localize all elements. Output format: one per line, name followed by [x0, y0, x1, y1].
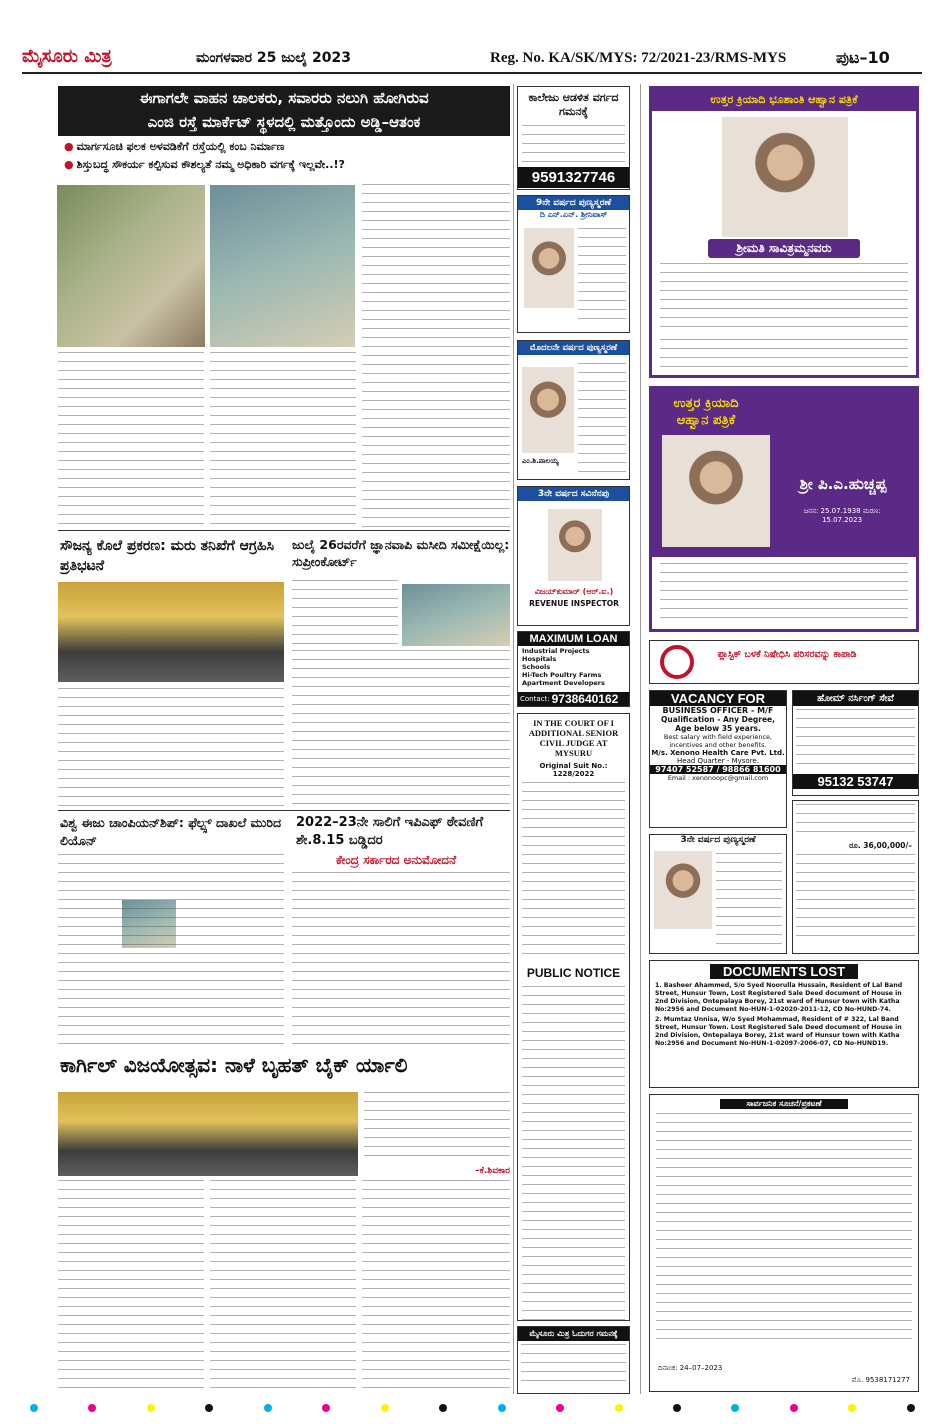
- vacancy-phone: 97407 52587 / 98866 81600: [650, 765, 786, 774]
- public-notice-phone: ಮೊ. 9538171277: [851, 1376, 910, 1384]
- lead-body-col1: [58, 352, 204, 527]
- issue-date: ಮಂಗಳವಾರ 25 ಜುಲೈ 2023: [196, 50, 351, 66]
- page-number: ಪುಟ–10: [836, 48, 890, 67]
- documents-lost-entry-1: 1. Basheer Ahammed, S/o Syed Noorulla Hussain, Resident of Lal Band Street, Hunsur Town, Lost Registered Sale Deed document of House in 2nd Division, Ontepalaya Borey, 21st ward of Hunsur town with Katha No:2956 and Document No-HUN-1-02020-2011-12, CD No-HUND-74.: [655, 982, 903, 1013]
- mitra-box-title: ಮೈಸೂರು ಮಿತ್ರ ಓದುಗರ ಗಮನಕ್ಕೆ: [518, 1327, 629, 1341]
- college-ad-title: ಕಾಲೇಜು ಆಡಳಿತ ವರ್ಗದ ಗಮನಕ್ಕೆ: [528, 91, 619, 118]
- anniv1-name: ಎಂ.ಶಿ.ಪಾಲಯ್ಯ: [522, 457, 559, 465]
- public-notice-kannada-title: ಸಾರ್ವಜನಿಕ ಸೂಚನೆ/ಪ್ರಕಟಣೆ: [720, 1099, 848, 1109]
- uttara1-footer: [660, 339, 908, 369]
- anniv9-name: ದಿ ಎನ್.ಎನ್. ಶ್ರೀನಿವಾಸ್: [539, 210, 608, 219]
- anniv3-title: 3ನೇ ವರ್ಷದ ಸವಿನೆನಪು: [518, 487, 629, 501]
- uttara1-title: ಉತ್ತರ ಕ್ರಿಯಾದಿ ಭೂಶಾಂತಿ ಆಹ್ವಾನ ಪತ್ರಿಕೆ: [652, 89, 916, 111]
- homenursing-body: [796, 709, 915, 771]
- lead-photo-1: [57, 185, 205, 347]
- loan-item: Industrial Projects: [522, 647, 590, 655]
- anniv3b-photo: [654, 851, 712, 929]
- column-rule: [513, 84, 514, 1394]
- anniv3-name: ವಿಜಯ್‌ಕುಮಾರ್ (ಆರ್.ಐ.): [534, 587, 614, 596]
- color-registration-marks: [30, 1404, 915, 1414]
- vacancy-qualification: Qualification - Any Degree,: [660, 715, 775, 724]
- story3-body: [58, 854, 284, 1044]
- loan-contact-label: Contact:: [520, 695, 550, 703]
- loan-ad-title: MAXIMUM LOAN: [518, 632, 629, 646]
- story2-title: ಜುಲೈ 26ರವರೆಗೆ ಜ್ಞಾನವಾಪಿ ಮಸೀದಿ ಸಮೀಕ್ಷೆಯಿಲ್ಲ: ಸುಪ್ರೀಂಕೋರ್ಟ್: [292, 537, 510, 569]
- anniv1-ad: [517, 340, 630, 480]
- uttara2-body: [660, 563, 908, 625]
- anniv9-text: [578, 228, 626, 324]
- story5-body-col1: [58, 1180, 204, 1390]
- anniv3-ad: [517, 486, 630, 626]
- mitra-box-body: [521, 1344, 626, 1384]
- lead-subheading-2: ● ಶಿಸ್ತುಬದ್ಧ ಸೌಕರ್ಯ ಕಲ್ಪಿಸುವ ಕೌಶಲ್ಯತೆ ನಮ್ಮ ಅಧಿಕಾರಿ ವರ್ಗಕ್ಕೆ ಇಲ್ಲವೇ..!?: [64, 158, 504, 172]
- loan-item: Apartment Developers: [522, 679, 605, 687]
- documents-lost-entry-2: 2. Mumtaz Unnisa, W/o Syed Mohammad, Resident of # 322, Lal Band Street, Hunsur Town. Lost Registered Sale Deed document of House in 2nd Division, Ontepalaya Borey, 21st ward of Hunsur town with Katha No:2956 and Document No-HUN-1-02097-2006-07, CD No-HUND19.: [655, 1016, 902, 1047]
- plastic-ad-text: ಪ್ಲಾಸ್ಟಿಕ್ ಬಳಕೆ ನಿಷೇಧಿಸಿ ಪರಿಸರವನ್ನು ಕಾಪಾಡಿ: [717, 649, 857, 660]
- story5-title: ಕಾರ್ಗಿಲ್ ವಿಜಯೋತ್ಸವ: ನಾಳೆ ಬೃಹತ್ ಬೈಕ್ ರ್ಯಾಲಿ: [60, 1053, 408, 1077]
- court-parties-text: [522, 782, 625, 960]
- vacancy-email: Email : xenonoopc@gmail.com: [667, 774, 769, 782]
- plastic-ad: [649, 640, 919, 684]
- public-notice-kannada-body: [656, 1113, 912, 1343]
- story4-body: [292, 872, 510, 1044]
- loan-item: Hi-Tech Poultry Farms: [522, 671, 602, 679]
- uttara2-photo: [662, 435, 770, 547]
- anniv1-photo: [522, 367, 574, 453]
- mitra-readers-box: [517, 1326, 630, 1394]
- uttara2-name: ಶ್ರೀ ಪಿ.ಎ.ಹುಚ್ಚಪ್ಪ: [799, 475, 887, 493]
- documents-lost-ad: [649, 960, 919, 1088]
- uttara2-title: ಉತ್ತರ ಕ್ರಿಯಾದಿ ಆಹ್ವಾನ ಪತ್ರಿಕೆ: [673, 396, 739, 428]
- story5-highlight: [364, 1092, 510, 1164]
- story5-body-col2: [210, 1180, 356, 1390]
- court-title: IN THE COURT OF I ADDITIONAL SENIOR CIVIL JUDGE AT MYSURU: [528, 718, 619, 758]
- lead-body-col2: [210, 352, 356, 527]
- uttara-ad-2: [649, 386, 919, 632]
- lead-headline-banner: [58, 86, 510, 136]
- loan-item: Schools: [522, 663, 551, 671]
- homenursing-ad: [792, 690, 919, 796]
- public-notice-kannada: [649, 1094, 919, 1392]
- lead-body-col3: [362, 184, 510, 527]
- anniv3b-title: 3ನೇ ವರ್ಷದ ಪುಣ್ಯಸ್ಮರಣೆ: [680, 835, 756, 845]
- tender-notice-top-body2: [796, 854, 915, 944]
- vacancy-ad: [649, 690, 787, 828]
- uttara2-dates: ಜನನ: 25.07.1938 ಮರಣ: 15.07.2023: [803, 507, 881, 524]
- anniv9-photo: [524, 228, 574, 308]
- divider: [58, 530, 510, 531]
- story3-title: ವಿಶ್ವ ಈಜು ಚಾಂಪಿಯನ್‌ಶಿಪ್: ಫೆಲ್ಪ್ಸ್ ದಾಖಲೆ ಮುರಿದ ಲಿಯೊನ್: [60, 815, 282, 848]
- anniv9-title: 9ನೇ ವರ್ಷದ ಪುಣ್ಯಸ್ಮರಣೆ: [518, 196, 629, 210]
- lead-photo-2: [210, 185, 355, 347]
- column-rule: [640, 84, 641, 1394]
- lead-headline-line2: ಎಂಜಿ ರಸ್ತೆ ಮಾರ್ಕೆಟ್ ಸ್ಥಳದಲ್ಲಿ ಮತ್ತೊಂದು ಅಡ್ಡಿ–ಆತಂಕ: [147, 113, 421, 131]
- anniv9-ad: [517, 195, 630, 333]
- divider: [58, 810, 510, 811]
- anniv3-role: REVENUE INSPECTOR: [529, 599, 619, 608]
- documents-lost-title: DOCUMENTS LOST: [710, 964, 858, 979]
- anniv1-title: ಮೊದಲನೇ ವರ್ಷದ ಪುಣ್ಯಸ್ಮರಣೆ: [518, 341, 629, 355]
- uttara1-body: [660, 263, 908, 333]
- uttara-ad-1: [649, 86, 919, 378]
- tender-notice-top-body: [796, 804, 915, 838]
- homenursing-phone: 95132 53747: [793, 774, 918, 789]
- college-ad-body: [522, 125, 625, 165]
- story5-body-col3: [362, 1180, 510, 1390]
- college-ad: [517, 86, 630, 190]
- vacancy-office: Head Quarter - Mysore.: [677, 757, 759, 765]
- vacancy-salary: Best salary with field experience, incentives and other benefits.: [663, 733, 773, 749]
- vacancy-company: M/s. Xenono Health Care Pvt. Ltd.: [651, 749, 785, 757]
- loan-ad: [517, 631, 630, 707]
- anniv1-text: [578, 363, 626, 475]
- loan-phone: 9738640162: [551, 692, 619, 706]
- college-ad-phone: 9591327746: [518, 167, 629, 188]
- registration-number: Reg. No. KA/SK/MYS: 72/2021-23/RMS-MYS: [490, 50, 787, 66]
- story5-byline: –ಕೆ.ಶಿವಕಾರ: [474, 1166, 510, 1176]
- anniv3-photo: [548, 509, 602, 581]
- court-suit-number: Original Suit No.: 1228/2022: [539, 762, 608, 778]
- homenursing-title: ಹೋಮ್ ನರ್ಸಿಂಗ್ ಸೇವೆ: [793, 691, 918, 706]
- loan-items: [518, 646, 629, 688]
- tender-notice-top: [792, 800, 919, 954]
- vacancy-title: VACANCY FOR: [650, 691, 786, 706]
- story1-photo: [58, 582, 284, 682]
- story5-photo: [58, 1092, 358, 1176]
- anniv3b-ad: [649, 834, 787, 954]
- tender-amount: ರೂ. 36,00,000/–: [849, 841, 912, 850]
- lead-subheading-1: ● ಮಾರ್ಗಸೂಚಿ ಫಲಕ ಅಳವಡಿಕೆಗೆ ರಸ್ತೆಯಲ್ಲಿ ಕಂಬ ನಿರ್ಮಾಣ: [64, 140, 504, 154]
- court-notice: [517, 713, 630, 1321]
- public-notice-date: ದಿನಾಂಕ: 24–07–2023: [658, 1364, 723, 1372]
- no-plastic-icon: [660, 645, 694, 679]
- story1-title: ಸೌಜನ್ಯ ಕೊಲೆ ಪ್ರಕರಣ: ಮರು ತನಿಖೆಗೆ ಆಗ್ರಹಿಸಿ ಪ್ರತಿಭಟನೆ: [60, 538, 275, 574]
- public-notice-body: [522, 986, 625, 1321]
- vacancy-age: Age below 35 years.: [675, 724, 761, 733]
- uttara1-name: ಶ್ರೀಮತಿ ಸಾವಿತ್ರಮ್ಮನವರು: [708, 239, 860, 258]
- anniv3b-text: [716, 853, 782, 949]
- story2-photo: [402, 584, 510, 646]
- lead-headline-line1: ಈಗಾಗಲೇ ವಾಹನ ಚಾಲಕರು, ಸವಾರರು ನಲುಗಿ ಹೋಗಿರುವ: [139, 89, 429, 107]
- story4-subtitle: ಕೇಂದ್ರ ಸರ್ಕಾರದ ಅನುಮೋದನೆ: [336, 853, 457, 867]
- masthead: [22, 48, 922, 74]
- story4-title: 2022–23ನೇ ಸಾಲಿಗೆ ಇಪಿಎಫ್ ಠೇವಣಿಗೆ ಶೇ.8.15 ಬಡ್ಡಿದರ: [296, 815, 484, 848]
- vacancy-subtitle: BUSINESS OFFICER - M/F: [662, 706, 774, 715]
- loan-item: Hospitals: [522, 655, 557, 663]
- story2-body: [292, 580, 398, 646]
- newspaper-logo: ಮೈಸೂರು ಮಿತ್ರ: [22, 46, 112, 67]
- uttara1-photo: [722, 117, 848, 237]
- public-notice-title: PUBLIC NOTICE: [526, 966, 621, 980]
- story2-body-cont: [292, 650, 510, 806]
- story1-body: [58, 688, 284, 806]
